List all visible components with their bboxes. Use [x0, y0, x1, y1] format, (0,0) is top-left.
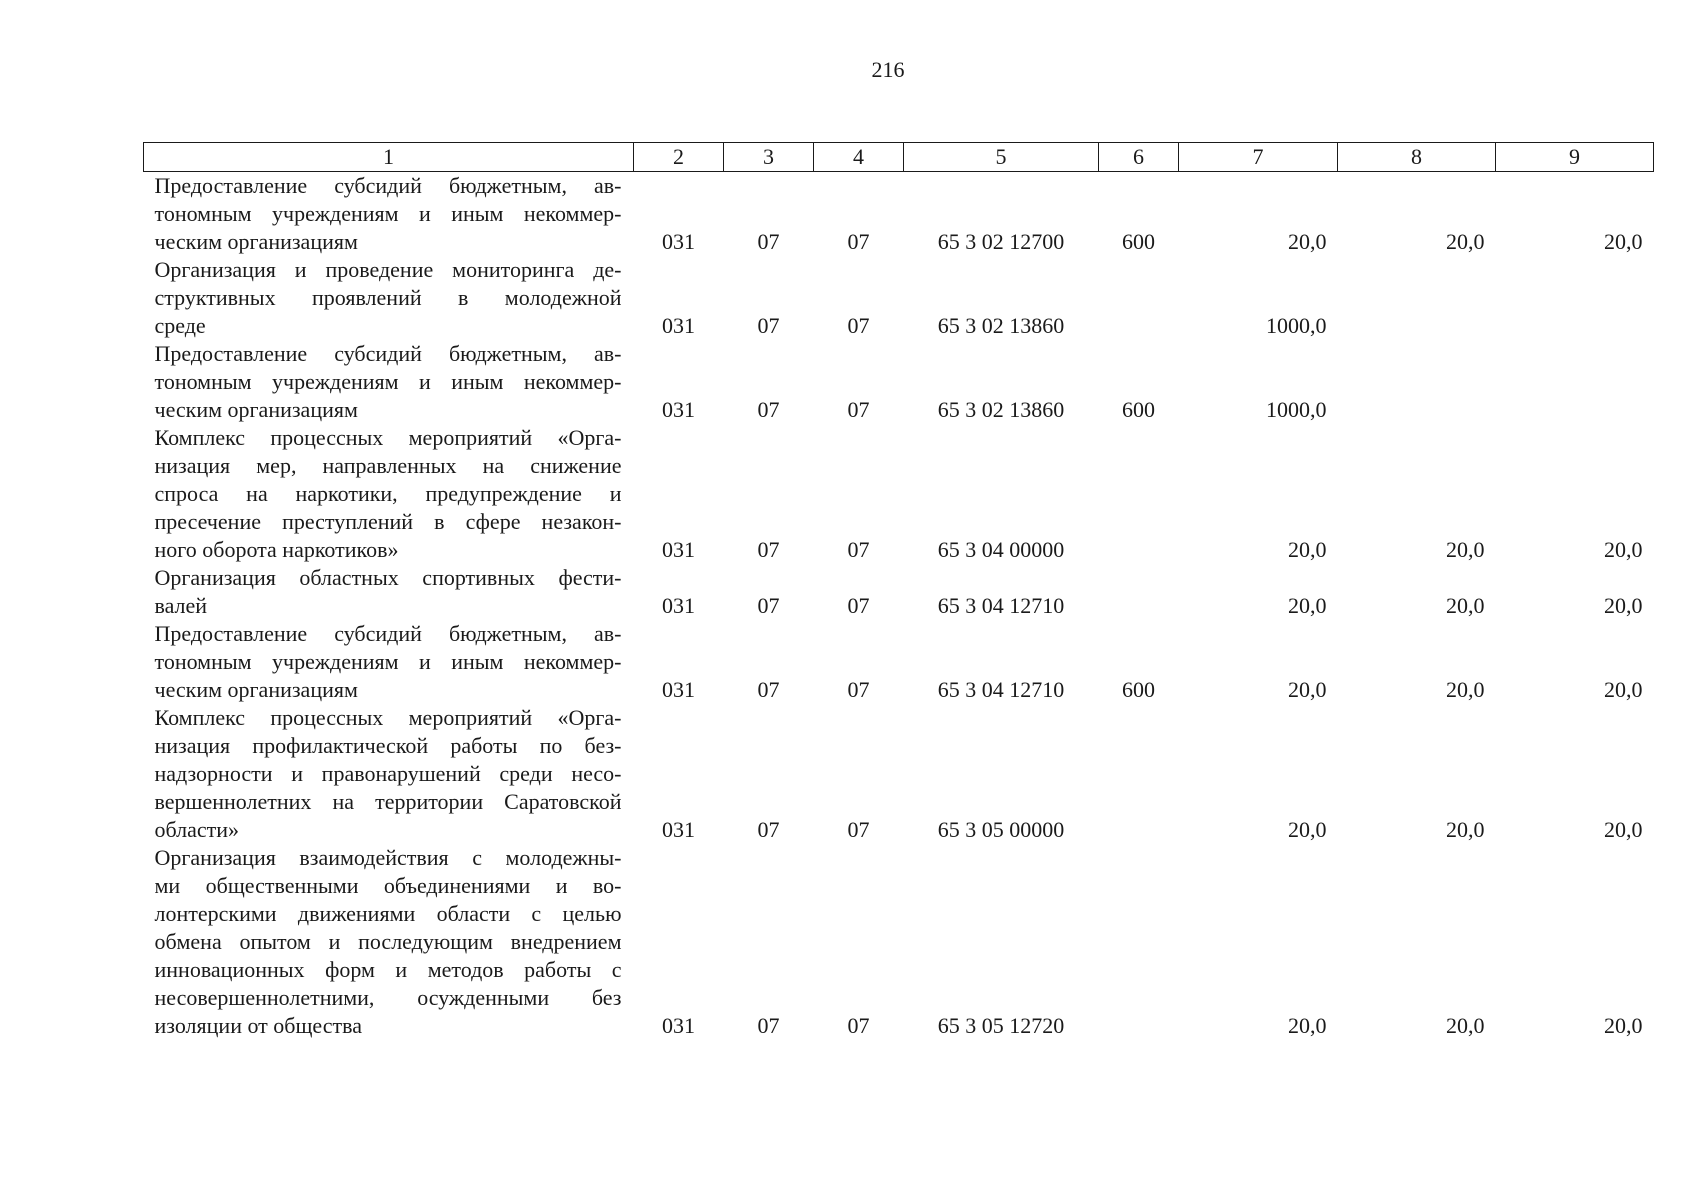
table-row	[144, 256, 1654, 340]
description-line: ческим организациям	[154, 397, 358, 422]
chapter-cell: 07	[757, 1013, 780, 1038]
amount-cell: 20,0	[1604, 677, 1643, 702]
description-cell	[144, 704, 634, 844]
description-line: Комплекс процессных мероприятий «Орга-	[154, 705, 622, 730]
section-code-cell: 031	[662, 817, 695, 842]
section-code-cell: 031	[662, 313, 695, 338]
description-line: ческим организациям	[154, 677, 358, 702]
description-line: Предоставление субсидий бюджетным, ав-	[154, 341, 622, 366]
chapter-cell: 07	[757, 677, 780, 702]
table-row	[144, 844, 1654, 1040]
table-body	[144, 172, 1654, 1041]
description-line: ми общественными объединениями и во-	[154, 873, 622, 898]
amount-cell: 20,0	[1446, 817, 1485, 842]
page-number: 216	[871, 57, 905, 82]
column-header: 1	[144, 143, 634, 172]
chapter-cell: 07	[757, 817, 780, 842]
table-row	[144, 620, 1654, 704]
description-line: несовершеннолетними, осужденными без	[154, 985, 622, 1010]
description-line: тономным учреждениям и иным некоммер-	[154, 201, 622, 226]
subsection-cell: 07	[847, 677, 870, 702]
description-line: спроса на наркотики, предупреждение и	[154, 481, 622, 506]
amount-cell: 20,0	[1288, 537, 1327, 562]
section-code-cell: 031	[662, 397, 695, 422]
amount-cell: 20,0	[1604, 537, 1643, 562]
column-header: 5	[904, 143, 1099, 172]
amount-cell: 20,0	[1446, 229, 1485, 254]
expense-type-cell	[1099, 424, 1179, 564]
amount-cell: 20,0	[1446, 1013, 1485, 1038]
amount-cell	[1496, 256, 1654, 340]
description-line: Организация взаимодействия с молодежны-	[154, 845, 622, 870]
section-code-cell: 031	[662, 537, 695, 562]
description-line: вершеннолетних на территории Саратовской	[154, 789, 622, 814]
chapter-cell: 07	[757, 593, 780, 618]
description-line: пресечение преступлений в сфере незакон-	[154, 509, 622, 534]
expense-type-cell	[1099, 704, 1179, 844]
description-line: обмена опытом и последующим внедрением	[154, 929, 622, 954]
section-code-cell: 031	[662, 593, 695, 618]
description-line: изоляции от общества	[154, 1013, 362, 1038]
description-line: ческим организациям	[154, 229, 358, 254]
description-line: ного оборота наркотиков»	[154, 537, 399, 562]
description-line: структивных проявлений в молодежной	[154, 285, 622, 310]
description-line: области»	[154, 817, 240, 842]
expense-type-cell: 600	[1122, 229, 1155, 254]
amount-cell: 20,0	[1604, 229, 1643, 254]
description-line: надзорности и правонарушений среди несо-	[154, 761, 622, 786]
description-line: низация мер, направленных на снижение	[154, 453, 622, 478]
description-line: лонтерскими движениями области с целью	[154, 901, 622, 926]
chapter-cell: 07	[757, 537, 780, 562]
amount-cell: 20,0	[1604, 817, 1643, 842]
subsection-cell: 07	[847, 313, 870, 338]
description-cell	[144, 172, 634, 257]
amount-cell: 20,0	[1604, 1013, 1643, 1038]
description-line: валей	[154, 593, 208, 618]
target-article-cell: 65 3 05 12720	[937, 1013, 1065, 1038]
expense-type-cell: 600	[1122, 397, 1155, 422]
description-line: тономным учреждениям и иным некоммер-	[154, 649, 622, 674]
description-line: Комплекс процессных мероприятий «Орга-	[154, 425, 622, 450]
description-line: Организация и проведение мониторинга де-	[154, 257, 622, 282]
target-article-cell: 65 3 05 00000	[937, 817, 1065, 842]
description-cell	[144, 620, 634, 704]
description-cell	[144, 424, 634, 564]
amount-cell: 20,0	[1288, 1013, 1327, 1038]
section-code-cell: 031	[662, 1013, 695, 1038]
expense-type-cell: 600	[1122, 677, 1155, 702]
subsection-cell: 07	[847, 817, 870, 842]
description-cell	[144, 340, 634, 424]
amount-cell: 20,0	[1446, 537, 1485, 562]
amount-cell: 20,0	[1604, 593, 1643, 618]
subsection-cell: 07	[847, 537, 870, 562]
budget-table	[143, 142, 1654, 1040]
amount-cell: 20,0	[1446, 677, 1485, 702]
column-header: 6	[1099, 143, 1179, 172]
description-line: инновационных форм и методов работы с	[154, 957, 622, 982]
amount-cell	[1338, 256, 1496, 340]
description-line: низация профилактической работы по без-	[154, 733, 622, 758]
column-header: 2	[634, 143, 724, 172]
column-header: 4	[814, 143, 904, 172]
description-line: тономным учреждениям и иным некоммер-	[154, 369, 622, 394]
table-row	[144, 424, 1654, 564]
chapter-cell: 07	[757, 229, 780, 254]
amount-cell: 1000,0	[1266, 313, 1327, 338]
description-line: Предоставление субсидий бюджетным, ав-	[154, 173, 622, 198]
section-code-cell: 031	[662, 229, 695, 254]
column-header: 7	[1179, 143, 1338, 172]
chapter-cell: 07	[757, 313, 780, 338]
target-article-cell: 65 3 04 12710	[937, 677, 1065, 702]
description-cell	[144, 256, 634, 340]
table-header-row	[144, 143, 1654, 172]
expense-type-cell	[1099, 256, 1179, 340]
target-article-cell: 65 3 02 13860	[937, 313, 1065, 338]
amount-cell: 1000,0	[1266, 397, 1327, 422]
subsection-cell: 07	[847, 1013, 870, 1038]
table-row	[144, 172, 1654, 257]
target-article-cell: 65 3 04 00000	[937, 537, 1065, 562]
table-row	[144, 564, 1654, 620]
amount-cell: 20,0	[1288, 229, 1327, 254]
target-article-cell: 65 3 04 12710	[937, 593, 1065, 618]
amount-cell: 20,0	[1288, 677, 1327, 702]
amount-cell: 20,0	[1288, 593, 1327, 618]
table-row	[144, 340, 1654, 424]
amount-cell	[1496, 340, 1654, 424]
column-header: 8	[1338, 143, 1496, 172]
description-cell	[144, 844, 634, 1040]
section-code-cell: 031	[662, 677, 695, 702]
target-article-cell: 65 3 02 12700	[937, 229, 1065, 254]
column-header: 9	[1496, 143, 1654, 172]
expense-type-cell	[1099, 844, 1179, 1040]
amount-cell: 20,0	[1288, 817, 1327, 842]
subsection-cell: 07	[847, 229, 870, 254]
subsection-cell: 07	[847, 593, 870, 618]
column-header: 3	[724, 143, 814, 172]
description-line: Организация областных спортивных фести-	[154, 565, 622, 590]
expense-type-cell	[1099, 564, 1179, 620]
subsection-cell: 07	[847, 397, 870, 422]
amount-cell	[1338, 340, 1496, 424]
chapter-cell: 07	[757, 397, 780, 422]
table-row	[144, 704, 1654, 844]
amount-cell: 20,0	[1446, 593, 1485, 618]
description-line: Предоставление субсидий бюджетным, ав-	[154, 621, 622, 646]
description-line: среде	[154, 313, 206, 338]
target-article-cell: 65 3 02 13860	[937, 397, 1065, 422]
description-cell	[144, 564, 634, 620]
